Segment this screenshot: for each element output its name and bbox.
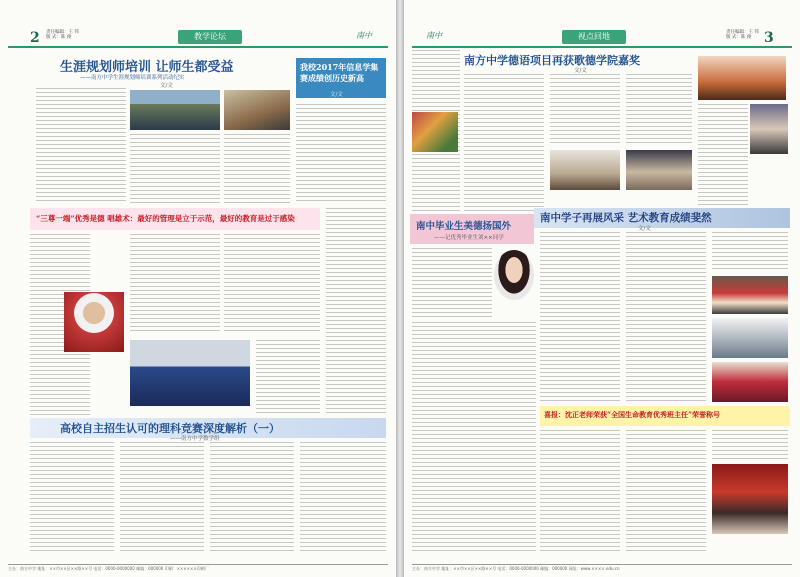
article-b2-body-col2 [412, 322, 536, 554]
article-a1-author: 文/文 [160, 83, 173, 89]
continued-photo-market [412, 112, 458, 152]
article-a4-subtitle: ——南方中学数学组 [170, 436, 220, 442]
article-b3-photo-building [712, 318, 788, 358]
footer-left: 主办：南方中学 地址：××市××区××路××号 电话：0000-0000000 邮编：000000 印刷：××××××印刷厂 [8, 564, 388, 573]
article-a3-title: “三尊一端”优秀是德 唱雄术：最好的管理是立于示范，最好的教育是过于感染 [36, 214, 295, 223]
header-rule-right [412, 28, 792, 48]
article-a4-title: 高校自主招生认可的理科竞赛深度解析（一） [60, 422, 280, 435]
article-b1-photo-teacher [750, 104, 788, 154]
section-tab-left: 教学论坛 [178, 30, 242, 44]
article-a2-author: 文/文 [330, 92, 343, 98]
article-b4-photo-award [712, 464, 788, 534]
section-tab-right: 视点回地 [562, 30, 626, 44]
article-b4-body-col3 [712, 430, 788, 460]
page-number-left: 2 [30, 30, 40, 46]
article-a1-photo-class [224, 90, 290, 130]
article-a4-body-col4 [300, 442, 386, 554]
article-b1-title: 南方中学德语项目再获歌德学院嘉奖 [464, 54, 640, 67]
article-a3-body-col5 [326, 208, 386, 416]
page-gutter [396, 0, 404, 577]
article-a1-body-col3 [224, 134, 290, 204]
article-a4-body-col2 [120, 442, 204, 554]
page-number-right: 3 [764, 30, 774, 46]
article-a2-title: 我校2017年信息学集赛成绩创历史新高 [300, 62, 379, 83]
article-b1-photo-ceremony [698, 56, 786, 100]
header-layout: 版 式：陈 俊 [726, 35, 752, 40]
article-b1-body-col3 [626, 74, 692, 144]
article-a3-photo-students [130, 340, 250, 406]
article-b1-body-col2 [550, 74, 620, 144]
article-b3-photo-stage [712, 276, 788, 314]
header-editor: 责任编辑：王 伟 [726, 30, 759, 35]
article-a1-photo-group [130, 90, 220, 130]
article-b3-photo-performance [712, 362, 788, 402]
article-b1-body-col1 [464, 74, 544, 212]
article-b4-title: 喜报：沈正老师荣获“全国生命教育优秀班主任”荣誉称号 [544, 410, 721, 419]
article-b1-photo-award [626, 150, 692, 190]
header-layout: 版 式：陈 俊 [46, 35, 72, 40]
article-b1-photo-students [550, 150, 620, 190]
article-b3-title: 南中学子再展风采 艺术教育成绩斐然 [540, 212, 712, 224]
article-b3-body-col3 [712, 232, 788, 272]
article-a1-body-col2 [130, 134, 220, 204]
article-a1-body-col1 [36, 88, 126, 204]
left-page [0, 0, 396, 577]
article-b4-body-col1 [540, 430, 620, 554]
article-b1-body-col4 [698, 104, 748, 212]
brand-left: 南中 [356, 31, 372, 40]
article-a3-body-col4 [256, 340, 320, 416]
article-b3-body-col2 [626, 232, 706, 404]
brand-right: 南中 [426, 31, 442, 40]
article-a3-body-col3 [224, 234, 320, 334]
article-a3-photo-principal [64, 292, 124, 352]
article-b3-body-col1 [540, 232, 620, 404]
article-a4-body-col1 [30, 442, 114, 554]
header-rule-left [8, 28, 388, 48]
article-a2-body [296, 104, 386, 204]
article-b2-portrait [494, 250, 534, 300]
article-a4-body-col3 [210, 442, 294, 554]
article-a1-title: 生涯规划师培训 让师生都受益 [60, 60, 234, 75]
article-b4-body-col2 [626, 430, 706, 554]
article-b2-subtitle: ——记优秀毕业生刘××同学 [434, 235, 504, 241]
article-b2-body-col1 [412, 248, 492, 318]
footer-right: 主办：南方中学 地址：××市××区××路××号 电话：0000-0000000 邮编：000000 网址：www.××××.edu.cn [412, 564, 792, 573]
article-a1-subtitle: ——南方中学生涯规划师培训系列活动纪实 [80, 75, 185, 81]
header-editor: 责任编辑：王 伟 [46, 30, 79, 35]
article-b1-author: 文/文 [574, 68, 587, 74]
article-b2-title: 南中毕业生美德扬国外 [416, 221, 512, 232]
article-a3-body-col2 [130, 234, 220, 334]
article-b3-author: 文/文 [638, 226, 651, 232]
right-page [404, 0, 800, 577]
